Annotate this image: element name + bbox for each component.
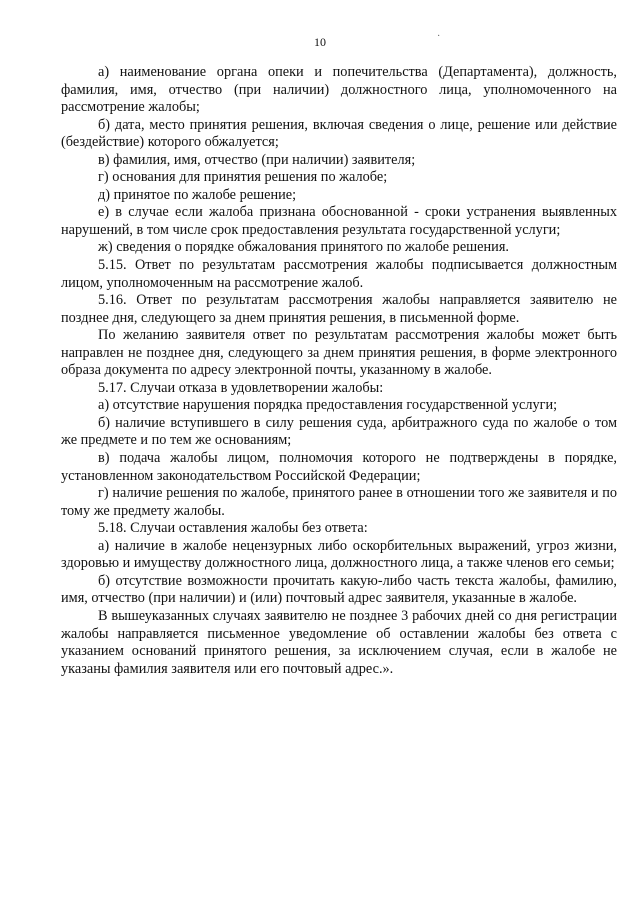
- clause-5-18-b: б) отсутствие возможности прочитать какую-либо часть текста жалобы, фамилию, имя, отчество (при наличии) и (или) почтовый адрес заявителя, указанные в жалобе.: [61, 572, 617, 607]
- document-body: [61, 64, 617, 678]
- clause-5-16: 5.16. Ответ по результатам рассмотрения жалобы направляется заявителю не позднее дня, следующего за днем принятия решения, в письменной форме.: [61, 292, 617, 326]
- paragraph-a-agency-name: а) наименование органа опеки и попечительства (Департамента), должность, фамилия, имя, отчество (при наличии) должностного лица, уполномоченного на рассмотрение жалобы;: [61, 64, 617, 116]
- clause-5-18-heading: 5.18. Случаи оставления жалобы без ответа:: [98, 520, 368, 537]
- clause-5-17-g: г) наличие решения по жалобе, принятого ранее в отношении того же заявителя и по тому же предмету жалобы.: [61, 485, 617, 519]
- page-number: 10: [314, 35, 326, 49]
- clause-5-16-electronic: По желанию заявителя ответ по результатам рассмотрения жалобы может быть направлен не позднее дня, следующего за днем принятия решения, в форме электронного образа документа по адресу электронной почты, указанному в жалобе.: [61, 327, 617, 379]
- paragraph-v-applicant-name: в) фамилия, имя, отчество (при наличии) заявителя;: [98, 151, 416, 168]
- clause-5-18-final: В вышеуказанных случаях заявителю не позднее 3 рабочих дней со дня регистрации жалобы направляется письменное уведомление об оставлении жалобы без ответа с указанием оснований принятого решения, за исключением случая, если в жалобе не указаны фамилия заявителя или его почтовый адрес.».: [61, 607, 617, 677]
- paragraph-d-decision: д) принятое по жалобе решение;: [98, 186, 297, 203]
- clause-5-17-a: а) отсутствие нарушения порядка предоставления государственной услуги;: [98, 397, 558, 414]
- paragraph-g-decision-grounds: г) основания для принятия решения по жалобе;: [98, 169, 388, 186]
- clause-5-17-v: в) подача жалобы лицом, полномочия которого не подтверждены в порядке, установленном законодательством Российской Федерации;: [61, 450, 617, 484]
- scan-speck: ·: [437, 31, 441, 42]
- clause-5-18-a: а) наличие в жалобе нецензурных либо оскорбительных выражений, угроз жизни, здоровью и имуществу должностного лица, должностного лица, а также членов его семьи;: [61, 537, 617, 572]
- clause-5-17-heading: 5.17. Случаи отказа в удовлетворении жалобы:: [98, 379, 384, 396]
- paragraph-e-remediation-terms: е) в случае если жалоба признана обоснованной - сроки устранения выявленных нарушений, в том числе срок предоставления результата государственной услуги;: [61, 204, 617, 238]
- paragraph-zh-appeal-procedure: ж) сведения о порядке обжалования принятого по жалобе решения.: [98, 239, 509, 256]
- clause-5-15: 5.15. Ответ по результатам рассмотрения жалобы подписывается должностным лицом, уполномоченным на рассмотрение жалоб.: [61, 257, 617, 291]
- paragraph-b-decision-date: б) дата, место принятия решения, включая сведения о лице, решение или действие (бездействие) которого обжалуется;: [61, 116, 617, 151]
- clause-5-17-b: б) наличие вступившего в силу решения суда, арбитражного суда по жалобе о том же предмете и по тем же основаниям;: [61, 414, 617, 449]
